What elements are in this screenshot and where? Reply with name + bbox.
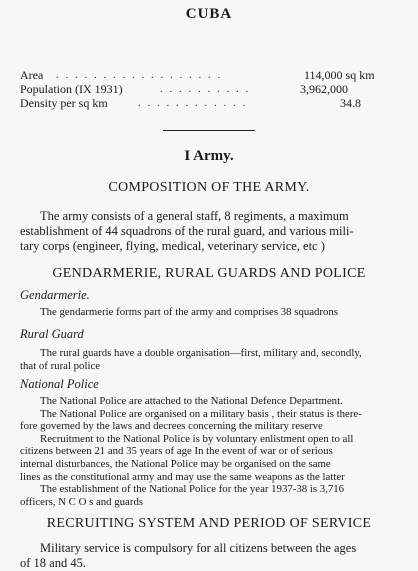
text-line: fore governed by the laws and decrees concerning the military reserve [20, 420, 323, 433]
composition-paragraph [20, 209, 400, 254]
recruiting-paragraph [20, 541, 400, 571]
text-line: lines as the constitutional army and may use the same weapons as the latter [20, 470, 345, 483]
text-line: The National Police are organised on a military basis , their status is there- [40, 407, 362, 420]
text-line: that of rural police [20, 359, 101, 372]
horizontal-rule [163, 130, 255, 131]
text-line: officers, N C O s and guards [20, 495, 144, 508]
leader-dots: . . . . . . . . . . . . [138, 97, 248, 109]
text-line: The establishment of the National Police for the year 1937-38 is 3,716 [40, 483, 345, 496]
text-line: The army consists of a general staff, 8 regiments, a maximum [40, 209, 349, 223]
stat-value-population: 3,962,000 [300, 82, 348, 96]
text-line: Recruitment to the National Police is by voluntary enlistment open to all [40, 432, 354, 445]
stat-value-area: 114,000 sq km [304, 68, 375, 82]
national-police-paragraph [20, 395, 402, 508]
rural-guard-paragraph [20, 347, 402, 372]
text-line: establishment of 44 squadrons of the rural guard, and various mili- [20, 224, 354, 238]
text-line: Military service is compulsory for all citizens between the ages [40, 541, 357, 555]
section-title: I Army. [184, 148, 234, 164]
stat-label-density: Density per sq km [20, 96, 108, 110]
text-line: The rural guards have a double organisation—first, military and, secondly, [40, 347, 362, 359]
gendarmerie-heading: GENDARMERIE, RURAL GUARDS AND POLICE [52, 266, 366, 281]
text-line: citizens between 21 and 35 years of age In the event of war or of serious [20, 445, 333, 458]
text-line: tary corps (engineer, flying, medical, veterinary service, etc ) [20, 239, 325, 253]
recruiting-heading: RECRUITING SYSTEM AND PERIOD OF SERVICE [46, 516, 372, 531]
composition-heading: COMPOSITION OF THE ARMY. [108, 180, 310, 195]
text-line: of 18 and 45. [20, 556, 86, 570]
stat-value-density: 34.8 [340, 96, 361, 110]
stat-label-population: Population (IX 1931) [20, 82, 123, 96]
text-line: The National Police are attached to the National Defence Department. [40, 395, 343, 407]
gendarmerie-text: The gendarmerie forms part of the army and comprises 38 squadrons [40, 306, 339, 318]
stat-label-area: Area [20, 68, 44, 82]
country-title: CUBA [185, 6, 233, 22]
subheading-rural-guard: Rural Guard [20, 327, 84, 341]
subheading-gendarmerie: Gendarmerie. [20, 288, 90, 302]
subheading-national-police: National Police [20, 377, 99, 391]
text-line: internal disturbances, the National Police may be organised on the same [20, 457, 331, 470]
leader-dots: . . . . . . . . . . [160, 83, 251, 95]
leader-dots: . . . . . . . . . . . . . . . . . . [56, 69, 223, 81]
